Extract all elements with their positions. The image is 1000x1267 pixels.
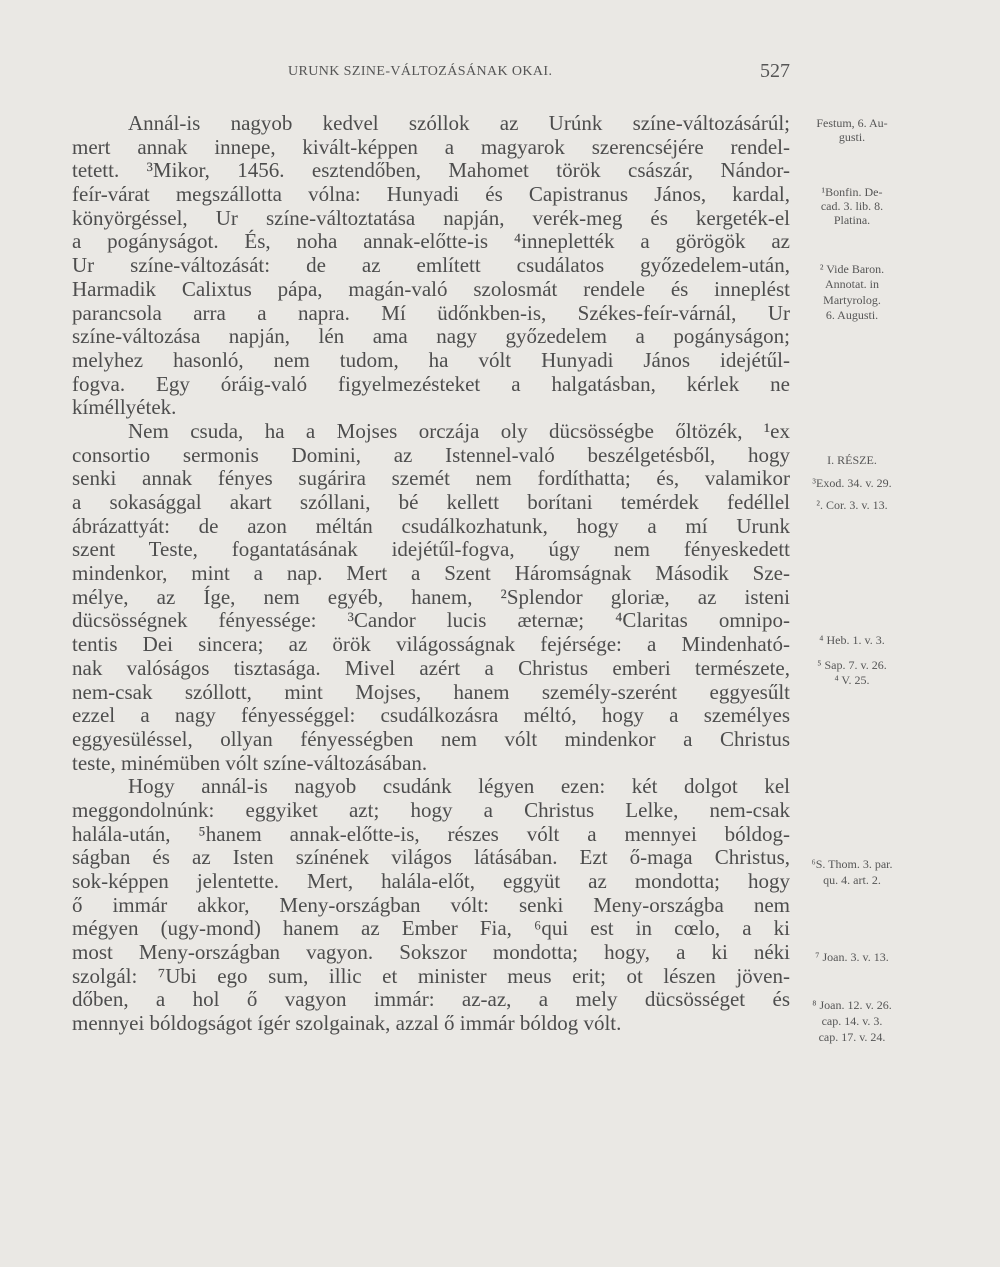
text-line: Nem csuda, ha a Mojses orczája oly dücsösségbe őltözék, ¹ex [128,418,790,443]
text-line: ábrázattyát: de azon méltán csudálkozhatunk, hogy a mí Urunk [72,513,790,538]
text-line: színe-változása napján, lén ama nagy győzedelem a pogányságon; [72,324,790,349]
text-line: szolgál: ⁷Ubi ego sum, illic et minister meus erit; ot lészen jöven- [72,963,790,988]
text-line: mégyen (ugy-mond) hanem az Ember Fia, ⁶qui est in cœlo, a ki [72,916,790,941]
text-line: ő immár akkor, Meny-országban vólt: senki Meny-országba nem [72,892,790,917]
text-line: tentis Dei sincera; az örök világosságnak fejérsége: a Mindenható- [72,632,790,657]
text-line: mélye, az Íge, nem egyéb, hanem, ²Splendor gloriæ, az isteni [72,584,790,609]
text-line: Harmadik Calixtus pápa, magán-való szolosmát rendele és inneplést [72,276,790,301]
margin-note: qu. 4. art. 2. [823,873,881,888]
text-line: tetett. ³Mikor, 1456. esztendőben, Mahomet török császár, Nándor- [72,158,790,183]
page-number: 527 [760,60,790,82]
text-line: sok-képpen jelentette. Mert, halála-előt, eggyüt az mondotta; hogy [72,869,790,893]
margin-note: ². Cor. 3. v. 13. [816,497,888,512]
margin-note: cap. 17. v. 24. [818,1029,886,1044]
text-line: dücsösségnek fényessége: ³Candor lucis æternæ; ⁴Claritas omnipo- [72,608,790,633]
margin-note: cad. 3. lib. 8. [820,198,884,213]
text-line: eggyesüléssel, ollyan fényességben nem vólt mindenkor a Christus [72,726,790,751]
text-line: ságban és az Isten színének világos látásában. Ezt ő-maga Christus, [72,845,790,870]
text-line: mennyei bóldogságot ígér szolgainak, azzal ő immár bóldog vólt. [72,1011,622,1036]
text-line: fogva. Egy óráig-való figyelmezésteket a halgatásban, kérlek ne [72,371,790,396]
text-line: teste, minémüben vólt színe-változásában. [72,750,428,775]
text-line: mindenkor, mint a nap. Mert a Szent Háromságnak Második Sze- [72,561,790,586]
text-line: meggondolnúnk: eggyiket azt; hogy a Christus Lelke, nem-csak [72,797,790,822]
text-line: consortio sermonis Domini, az Istennel-való beszélgetésből, hogy [72,442,790,467]
text-line: szent Teste, fogantatásának idejétűl-fogva, úgy nem fényeskedett [72,537,790,562]
text-line: senki annak fényes sugárira szemét nem fordíthatta; és, valamikor [72,466,790,491]
text-line: kíméllyétek. [72,395,177,420]
text-line: feír-várat megszállotta vólna: Hunyadi és Capistranus János, kardal, [72,182,790,207]
text-line: mert annak innepe, kivált-képpen a magyarok szerencséjére rendel- [72,134,790,159]
margin-note: ¹Bonfin. De- [821,184,883,199]
running-head: URUNK SZINE-VÁLTOZÁSÁNAK OKAI. [288,64,553,79]
margin-note: Platina. [833,213,871,228]
text-line: most Meny-országban vagyon. Sokszor mondotta; hogy, a ki néki [72,940,790,965]
page-header [72,60,790,90]
text-line: halála-után, ⁵hanem annak-előtte-is, részes vólt a mennyei bóldog- [72,821,790,846]
margin-note: ⁷ Joan. 3. v. 13. [815,950,889,965]
text-line: nem-csak szóllott, mint Mojses, hanem személy-szerént eggyesűlt [72,679,790,704]
margin-note: 6. Augusti. [825,307,879,322]
margin-note: ⁸ Joan. 12. v. 26. [812,997,892,1012]
text-line: ezzel a nagy fényességgel: csudálkozásra méltó, hogy a személyes [72,703,790,728]
margin-note: ⁴ V. 25. [834,672,870,687]
text-line: Ur színe-változását: de az említett csudálatos győzedelem-után, [72,253,790,278]
text-line: nak valóságos tisztasága. Mivel azért a Christus emberi természete, [72,655,790,680]
body-text [72,112,790,1036]
text-line: a sokasággal akart szóllani, bé kellett borítani temérdek fedéllel [72,490,790,514]
margin-note: ³Exod. 34. v. 29. [812,476,892,491]
text-line: Annál-is nagyob kedvel szóllok az Urúnk színe-változásárúl; [128,111,790,135]
margin-note: Festum, 6. Au- [816,116,888,130]
text-line: dőben, a hol ő vagyon immár: az-az, a mely dücsösséget és [72,987,790,1012]
text-line: a pogányságot. És, noha annak-előtte-is ⁴inneplették a görögök az [72,229,790,254]
margin-note: ⁴ Heb. 1. v. 3. [819,632,885,647]
margin-note: gusti. [838,130,866,145]
text-line: Hogy annál-is nagyob csudánk légyen ezen: két dolgot kel [128,774,790,799]
margin-note: ⁵ Sap. 7. v. 26. [817,657,887,672]
margin-note: ⁶S. Thom. 3. par. [811,856,893,871]
margin-note: Annotat. in [825,277,879,292]
margin-note: cap. 14. v. 3. [821,1014,883,1029]
text-line: melyhez hasonló, nem tudom, ha vólt Hunyadi János idejétűl- [72,347,790,372]
margin-note: ² Vide Baron. [819,261,885,276]
text-line: parancsola arra a napra. Mí üdőnkben-is, Székes-feír-várnál, Ur [72,300,790,325]
text-line: könyörgéssel, Ur színe-változtatása napján, verék-meg és kergeték-el [72,205,790,230]
margin-note: Martyrolog. [823,292,881,307]
margin-note: I. RÉSZE. [827,452,877,467]
